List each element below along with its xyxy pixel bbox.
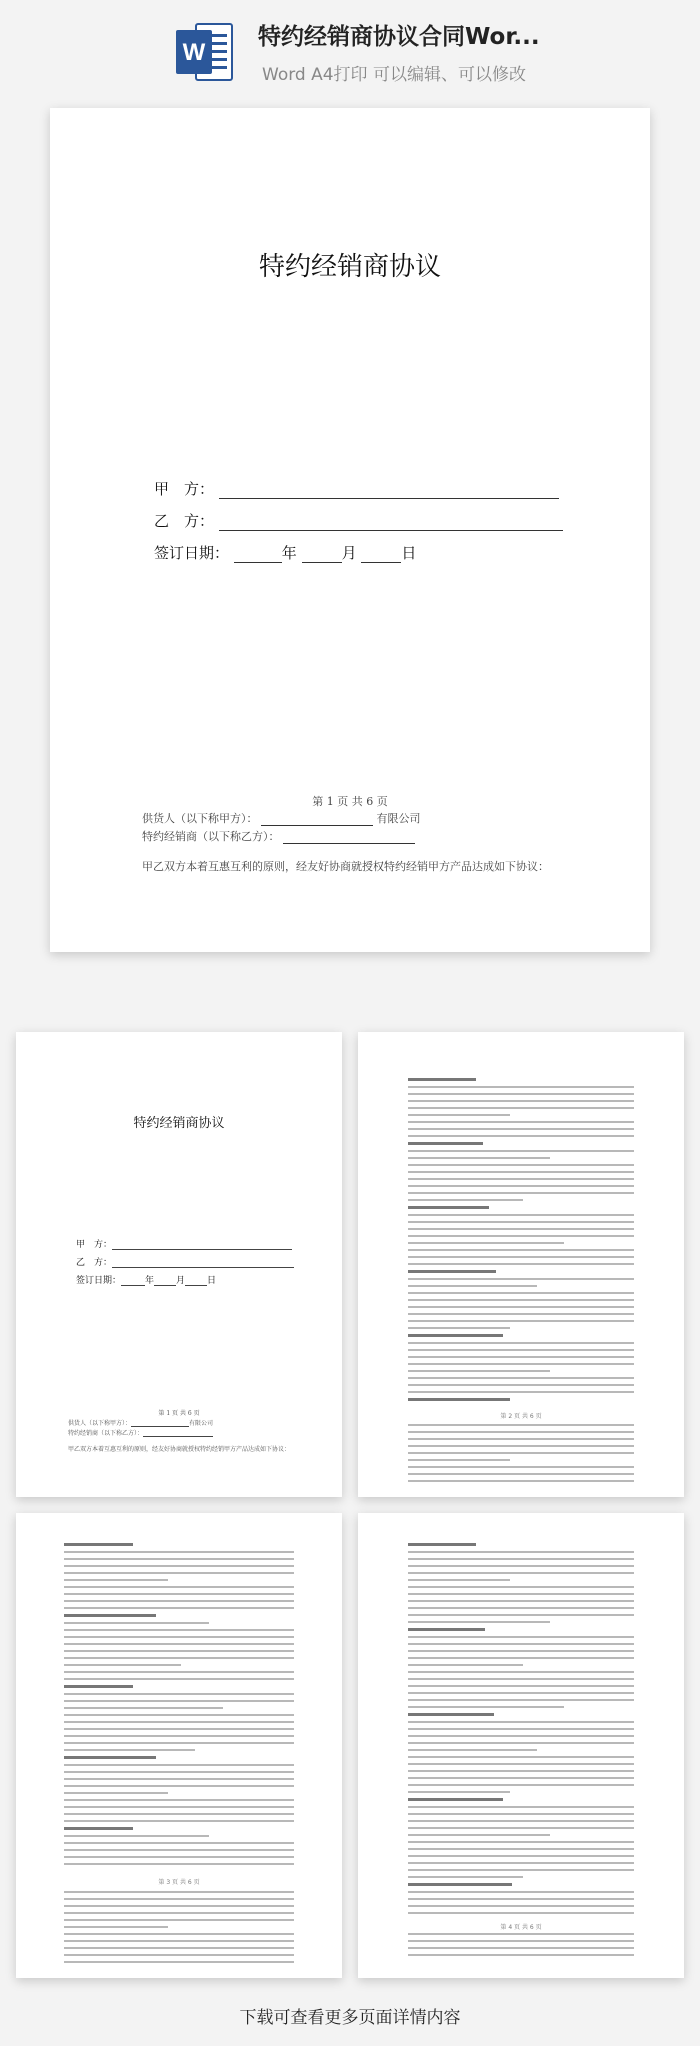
text-line xyxy=(64,1940,294,1942)
text-line xyxy=(64,1785,294,1787)
text-line xyxy=(64,1657,294,1659)
text-line xyxy=(64,1813,294,1815)
document-subtitle: Word A4打印 可以编辑、可以修改 xyxy=(262,65,526,85)
text-line xyxy=(64,1764,294,1766)
text-line xyxy=(408,1107,634,1109)
thumb-month-blank xyxy=(154,1278,176,1286)
text-heading-line xyxy=(408,1883,512,1886)
text-line xyxy=(408,1749,537,1751)
thumb-page-4-text xyxy=(408,1543,634,1919)
thumb-party-b-blank xyxy=(112,1260,294,1268)
text-heading-line xyxy=(64,1614,156,1617)
thumb-year: 年 xyxy=(145,1276,155,1286)
text-line xyxy=(64,1799,294,1801)
sign-date-label: 签订日期： xyxy=(154,544,230,562)
text-line xyxy=(408,1306,634,1308)
main-page-preview xyxy=(50,108,650,952)
text-heading-line xyxy=(408,1798,503,1801)
text-line xyxy=(64,1778,294,1780)
thumb-page-3-marker: 第 3 页 共 6 页 xyxy=(158,1879,200,1886)
text-line xyxy=(64,1693,294,1695)
year-label: 年 xyxy=(281,544,297,562)
thumb-supplier xyxy=(68,1418,213,1427)
text-line xyxy=(408,1299,634,1301)
dealer-line xyxy=(142,828,415,844)
thumb-intro: 甲乙双方本着互惠互利的原则，经友好协商就授权特约经销甲方产品达成如下协议： xyxy=(68,1446,291,1453)
text-line xyxy=(408,1954,634,1956)
text-line xyxy=(408,1791,510,1793)
text-line xyxy=(408,1940,634,1942)
contract-title: 特约经销商协议 xyxy=(258,252,441,282)
text-line xyxy=(64,1678,294,1680)
text-line xyxy=(408,1827,634,1829)
text-line xyxy=(408,1480,634,1482)
text-line xyxy=(408,1621,550,1623)
text-line xyxy=(408,1756,634,1758)
text-line xyxy=(64,1912,294,1914)
text-line xyxy=(64,1551,294,1553)
text-heading-line xyxy=(408,1398,510,1401)
text-line xyxy=(408,1431,634,1433)
supplier-blank xyxy=(261,815,373,826)
party-a-blank xyxy=(219,484,559,499)
supplier-suffix: 有限公司 xyxy=(376,812,421,825)
text-line xyxy=(408,1150,634,1152)
svg-text:W: W xyxy=(182,39,206,66)
text-line xyxy=(408,1356,634,1358)
text-line xyxy=(64,1863,294,1865)
text-line xyxy=(408,1742,634,1744)
text-line xyxy=(64,1898,294,1900)
text-line xyxy=(64,1728,294,1730)
text-line xyxy=(408,1285,537,1287)
text-line xyxy=(408,1199,523,1201)
text-line xyxy=(64,1664,181,1666)
month-label: 月 xyxy=(341,544,357,562)
supplier-label: 供货人（以下称甲方）： xyxy=(142,812,258,825)
text-line xyxy=(408,1784,634,1786)
text-line xyxy=(408,1841,634,1843)
text-line xyxy=(408,1643,634,1645)
text-line xyxy=(408,1192,634,1194)
text-line xyxy=(408,1327,510,1329)
text-line xyxy=(408,1834,550,1836)
day-blank xyxy=(361,548,401,563)
text-line xyxy=(64,1905,294,1907)
text-line xyxy=(408,1558,634,1560)
text-line xyxy=(408,1905,634,1907)
text-line xyxy=(408,1459,510,1461)
text-line xyxy=(64,1643,294,1645)
text-line xyxy=(408,1445,634,1447)
text-line xyxy=(408,1657,634,1659)
text-heading-line xyxy=(64,1827,133,1830)
party-b-blank xyxy=(219,516,563,531)
text-line xyxy=(408,1636,634,1638)
text-line xyxy=(64,1919,294,1921)
thumb-dealer-blank xyxy=(143,1431,213,1437)
text-line xyxy=(408,1692,634,1694)
text-line xyxy=(64,1806,294,1808)
text-line xyxy=(64,1856,294,1858)
text-line xyxy=(408,1249,634,1251)
text-line xyxy=(64,1707,223,1709)
text-heading-line xyxy=(408,1334,503,1337)
text-line xyxy=(408,1370,550,1372)
thumb-page-4-marker: 第 4 页 共 6 页 xyxy=(500,1924,542,1931)
thumb-page-3-text xyxy=(64,1543,294,1870)
text-line xyxy=(64,1579,168,1581)
text-line xyxy=(408,1164,634,1166)
text-line xyxy=(408,1728,634,1730)
text-line xyxy=(408,1242,564,1244)
text-line xyxy=(408,1438,634,1440)
text-line xyxy=(408,1121,634,1123)
text-line xyxy=(64,1742,294,1744)
thumb-page-3-text-continued xyxy=(64,1891,294,1968)
thumb-year-blank xyxy=(121,1278,145,1286)
page-indicator: 第 1 页 共 6 页 xyxy=(312,795,388,808)
word-icon xyxy=(176,20,234,84)
day-label: 日 xyxy=(401,544,417,562)
text-line xyxy=(64,1961,294,1963)
text-line xyxy=(408,1235,634,1237)
text-heading-line xyxy=(408,1206,489,1209)
thumb-supplier-label: 供货人（以下称甲方）： xyxy=(68,1420,132,1427)
text-line xyxy=(408,1384,634,1386)
text-line xyxy=(408,1650,634,1652)
text-line xyxy=(64,1714,294,1716)
text-line xyxy=(408,1228,634,1230)
thumbnail-page-4 xyxy=(358,1513,684,1978)
text-line xyxy=(64,1721,294,1723)
text-line xyxy=(64,1671,294,1673)
text-line xyxy=(408,1699,634,1701)
text-heading-line xyxy=(64,1543,133,1546)
text-line xyxy=(64,1565,294,1567)
text-line xyxy=(64,1636,294,1638)
text-line xyxy=(408,1685,634,1687)
sign-date-field xyxy=(154,542,416,563)
thumb-page-2-marker: 第 2 页 共 6 页 xyxy=(500,1413,542,1420)
text-line xyxy=(408,1607,634,1609)
text-heading-line xyxy=(408,1713,494,1716)
text-heading-line xyxy=(408,1543,476,1546)
thumb-party-a xyxy=(76,1237,292,1250)
header xyxy=(0,0,700,98)
text-line xyxy=(408,1093,634,1095)
text-line xyxy=(408,1898,634,1900)
text-line xyxy=(408,1855,634,1857)
year-blank xyxy=(234,548,282,563)
text-line xyxy=(408,1614,634,1616)
text-line xyxy=(408,1424,634,1426)
text-line xyxy=(408,1320,634,1322)
text-line xyxy=(64,1835,209,1837)
thumb-page-2-text xyxy=(408,1078,634,1406)
dealer-label: 特约经销商（以下称乙方）： xyxy=(142,830,280,843)
text-line xyxy=(64,1926,168,1928)
text-line xyxy=(408,1735,634,1737)
text-line xyxy=(408,1947,634,1949)
text-line xyxy=(408,1349,634,1351)
thumbnail-page-2 xyxy=(358,1032,684,1497)
thumb-supplier-suffix: 有限公司 xyxy=(189,1420,214,1427)
text-line xyxy=(408,1706,564,1708)
text-line xyxy=(408,1278,634,1280)
text-line xyxy=(64,1600,294,1602)
text-line xyxy=(64,1735,294,1737)
text-line xyxy=(408,1671,634,1673)
text-line xyxy=(64,1558,294,1560)
download-caption: 下载可查看更多页面详情内容 xyxy=(239,2008,461,2028)
text-line xyxy=(408,1178,634,1180)
text-line xyxy=(64,1891,294,1893)
text-line xyxy=(408,1473,634,1475)
text-line xyxy=(64,1771,294,1773)
thumbnail-page-3 xyxy=(16,1513,342,1978)
supplier-line xyxy=(142,810,421,826)
text-line xyxy=(408,1342,634,1344)
text-line xyxy=(408,1862,634,1864)
thumb-sign-date xyxy=(76,1273,216,1286)
text-heading-line xyxy=(408,1078,476,1081)
text-line xyxy=(64,1849,294,1851)
text-line xyxy=(408,1363,634,1365)
party-b-field xyxy=(154,510,563,531)
text-line xyxy=(64,1842,294,1844)
text-line xyxy=(408,1813,634,1815)
intro-text: 甲乙双方本着互惠互利的原则，经友好协商就授权特约经销甲方产品达成如下协议： xyxy=(142,860,549,873)
thumb-page-indicator: 第 1 页 共 6 页 xyxy=(158,1410,200,1417)
text-line xyxy=(408,1763,634,1765)
text-line xyxy=(408,1579,510,1581)
party-a-label: 甲 方： xyxy=(154,480,215,498)
thumb-page-2-text-continued xyxy=(408,1424,634,1487)
text-heading-line xyxy=(408,1628,485,1631)
text-heading-line xyxy=(408,1142,483,1145)
text-line xyxy=(64,1572,294,1574)
party-b-label: 乙 方： xyxy=(154,512,215,530)
thumb-party-a-label: 甲 方： xyxy=(76,1240,113,1250)
text-line xyxy=(408,1593,634,1595)
text-heading-line xyxy=(64,1756,156,1759)
text-line xyxy=(408,1128,634,1130)
text-line xyxy=(408,1912,634,1914)
thumbnail-page-1 xyxy=(16,1032,342,1497)
text-line xyxy=(408,1452,634,1454)
text-line xyxy=(408,1721,634,1723)
text-line xyxy=(408,1664,523,1666)
document-title: 特约经销商协议合同Wor... xyxy=(258,24,540,50)
text-line xyxy=(408,1171,634,1173)
text-line xyxy=(64,1629,294,1631)
text-line xyxy=(408,1820,634,1822)
text-line xyxy=(408,1848,634,1850)
month-blank xyxy=(302,548,342,563)
text-line xyxy=(408,1185,634,1187)
text-line xyxy=(408,1292,634,1294)
thumb-party-b xyxy=(76,1255,294,1268)
thumb-supplier-blank xyxy=(131,1421,189,1427)
thumb-sign-date-label: 签订日期： xyxy=(76,1276,122,1286)
text-line xyxy=(64,1947,294,1949)
text-line xyxy=(408,1806,634,1808)
text-line xyxy=(64,1820,294,1822)
text-heading-line xyxy=(64,1685,133,1688)
text-line xyxy=(64,1586,294,1588)
text-line xyxy=(64,1700,294,1702)
thumb-party-b-label: 乙 方： xyxy=(76,1258,113,1268)
text-line xyxy=(64,1749,195,1751)
text-line xyxy=(408,1214,634,1216)
text-line xyxy=(408,1600,634,1602)
thumb-month: 月 xyxy=(176,1276,186,1286)
text-line xyxy=(408,1157,550,1159)
text-line xyxy=(408,1100,634,1102)
text-line xyxy=(408,1114,510,1116)
text-line xyxy=(64,1593,294,1595)
text-line xyxy=(408,1135,634,1137)
text-line xyxy=(408,1313,634,1315)
thumb-day-blank xyxy=(185,1278,207,1286)
text-heading-line xyxy=(408,1270,496,1273)
text-line xyxy=(64,1607,294,1609)
thumb-day: 日 xyxy=(207,1276,217,1286)
text-line xyxy=(408,1377,634,1379)
text-line xyxy=(408,1391,634,1393)
text-line xyxy=(408,1678,634,1680)
text-line xyxy=(64,1792,168,1794)
text-line xyxy=(408,1869,634,1871)
text-line xyxy=(64,1622,209,1624)
dealer-blank xyxy=(283,833,415,844)
text-line xyxy=(408,1770,634,1772)
text-line xyxy=(408,1565,634,1567)
thumb-party-a-blank xyxy=(112,1242,292,1250)
text-line xyxy=(408,1876,523,1878)
text-line xyxy=(408,1891,634,1893)
thumb-dealer xyxy=(68,1428,213,1437)
text-line xyxy=(408,1586,634,1588)
text-line xyxy=(408,1256,634,1258)
text-line xyxy=(408,1572,634,1574)
text-line xyxy=(408,1551,634,1553)
text-line xyxy=(408,1466,634,1468)
text-line xyxy=(408,1933,634,1935)
text-line xyxy=(408,1777,634,1779)
text-line xyxy=(408,1086,634,1088)
party-a-field xyxy=(154,478,559,499)
text-line xyxy=(408,1221,634,1223)
thumb-dealer-label: 特约经销商（以下称乙方）： xyxy=(68,1430,144,1437)
thumb-page-4-text-continued xyxy=(408,1933,634,1961)
thumb-title: 特约经销商协议 xyxy=(133,1116,225,1131)
text-line xyxy=(64,1954,294,1956)
text-line xyxy=(64,1650,294,1652)
text-line xyxy=(64,1933,294,1935)
text-line xyxy=(408,1263,634,1265)
